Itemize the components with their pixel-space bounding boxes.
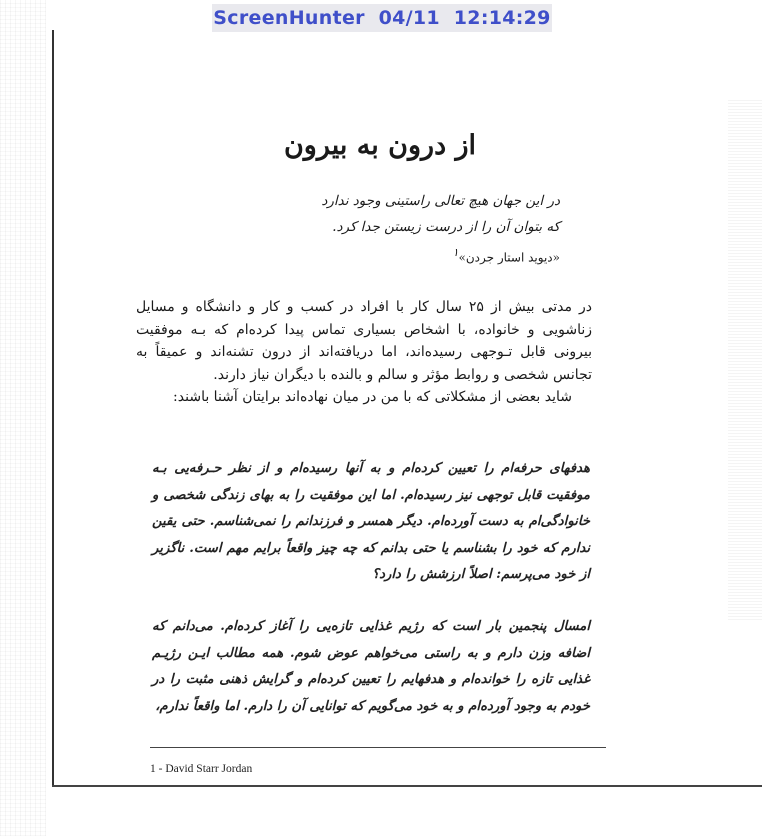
epigraph-author: «دیوید استار جردن»	[458, 250, 560, 265]
scan-noise-right	[728, 100, 762, 620]
epigraph	[160, 188, 560, 271]
footnote-divider	[150, 747, 606, 748]
body-text	[136, 296, 592, 409]
screenhunter-watermark: ScreenHunter 04/11 12:14:29	[212, 4, 552, 32]
epigraph-line-2: که بتوان آن را از درست زیستن جدا کرد.	[332, 219, 560, 235]
epigraph-line-1: در این جهان هیچ تعالی راستینی وجود ندارد	[321, 193, 560, 209]
quote-block-1: هدفهای حرفه‌ام را تعیین کرده‌ام و به آنها رسیده‌ام و از نظر حـرفه‌یی بـه موفقیت قابل توجهی نیز رسیده‌ام. اما این موفقیت را به بهای زندگی شخصی و خانوادگی‌ام به دست آورده‌ام. دیگر همسر و فرزندانم را نمی‌شناسم. حتی یقین ندارم که خود را بشناسم یا حتی بدانم که چه چیز واقعاً برایم مهم است. ناگزیر از خود می‌پرسم: اصلاً ارزشش را دارد؟	[152, 461, 590, 582]
scan-noise-left	[0, 0, 46, 836]
footnote-marker: ۱	[452, 246, 459, 259]
quote-block-2: امسال پنجمین بار است که رژیم غذایی تازه‌یی را آغاز کرده‌ام. می‌دانم که اضافه وزن دارم و به راستی می‌خواهم عوض شوم. همه مطالب ایـن رژیـم غذایی تازه را خوانده‌ام و هدفهایم را تعیین کرده‌ام و گرایش ذهنی مثبت را در خودم به وجود آورده‌ام و به خود می‌گویم که توانایی آن را دارم. اما واقعاً ندارم،	[152, 619, 590, 714]
footnote: 1 - David Starr Jordan	[150, 763, 253, 775]
body-paragraph-2: شاید بعضی از مشکلاتی که با من در میان نهاده‌اند برایتان آشنا باشند:	[173, 389, 572, 405]
chapter-title: از درون به بیرون	[283, 130, 477, 161]
page-edge-bottom	[52, 785, 762, 787]
body-paragraph-1: در مدتی بیش از ۲۵ سال کار با افراد در کسب و کار و دانشگاه و مسایل زناشویی و خانواده، با اشخاص بسیاری تماس پیدا کرده‌ام که بـه موفقیت بیرونی قابل تـوجهی رسیده‌اند، اما دریافته‌اند از درون تشنه‌اند و عمیقاً به تجانس شخصی و روابط مؤثر و سالم و بالنده با دیگران نیاز دارند.	[136, 299, 592, 383]
page-edge-left	[52, 30, 54, 786]
epigraph-author-line	[160, 240, 560, 271]
